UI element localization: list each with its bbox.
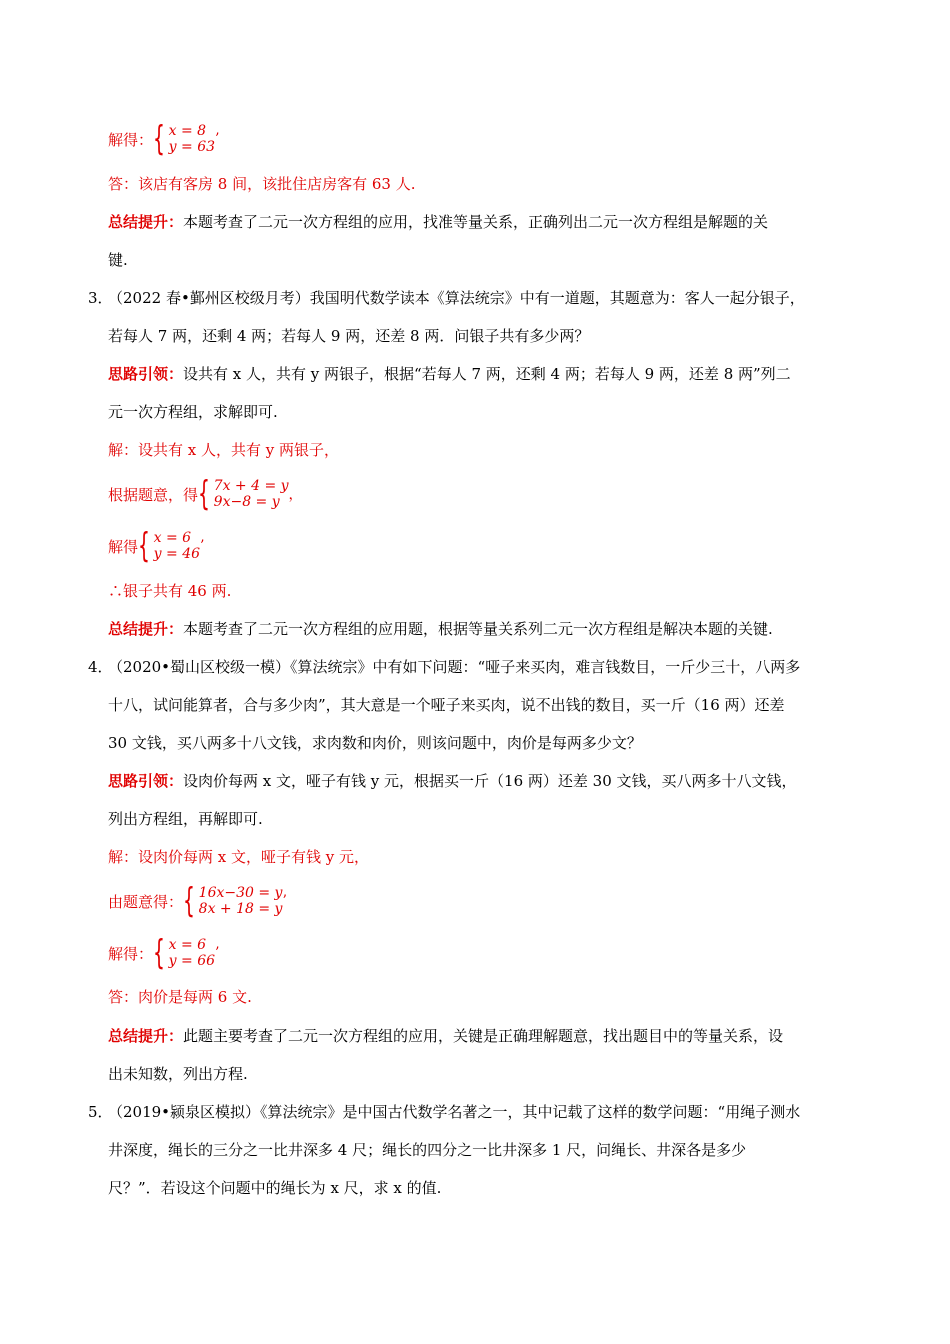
p4-setup-eq1: 16x−30 = y bbox=[198, 885, 283, 901]
p4-question-line3: 30 文钱，买八两多十八文钱，求肉数和肉价，则该问题中，肉价是每两多少文？ bbox=[108, 734, 642, 752]
p4-solution-system bbox=[108, 933, 220, 973]
p3-hint-text: 设共有 x 人，共有 y 两银子，根据“若每人 7 两，还剩 4 两；若每人 9 两，还差 8 两”列二 bbox=[183, 365, 791, 383]
p2-summary-cont: 键. bbox=[108, 251, 128, 269]
p2-answer: 答：该店有客房 8 间，该批住店房客有 63 人. bbox=[108, 175, 416, 193]
p3-setup-label: 根据题意，得 bbox=[108, 485, 199, 504]
left-brace-icon: { bbox=[138, 526, 150, 566]
p4-setup-system bbox=[108, 881, 287, 921]
p4-answer: 答：肉价是每两 6 文. bbox=[108, 988, 252, 1006]
p3-number: 3． bbox=[88, 289, 113, 307]
p3-setup-system bbox=[108, 474, 303, 514]
p4-setup-eq2: 8x + 18 = y bbox=[198, 901, 283, 917]
p2-summary bbox=[108, 211, 868, 233]
p2-solution-label: 解得： bbox=[108, 130, 154, 149]
p3-solution-equations bbox=[154, 530, 200, 562]
p3-conclusion: ∴银子共有 46 两. bbox=[108, 582, 232, 600]
p2-solution-equations bbox=[169, 123, 215, 155]
left-brace-icon: { bbox=[153, 933, 165, 973]
p4-solution-label: 解得： bbox=[108, 944, 154, 963]
p3-summary-label: 总结提升： bbox=[108, 620, 184, 638]
p4-number: 4． bbox=[88, 658, 113, 676]
p5-number: 5． bbox=[88, 1103, 113, 1121]
p4-question-line1: （2020•蜀山区校级一模）《算法统宗》中有如下问题：“哑子来买肉，难言钱数目，一斤少三十，八两多 bbox=[108, 658, 801, 676]
p3-setup-equations bbox=[214, 478, 289, 510]
p3-question-line2: 若每人 7 两，还剩 4 两；若每人 9 两，还差 8 两．问银子共有多少两？ bbox=[108, 327, 590, 345]
p4-question-line2: 十八，试问能算者，合与多少肉”，其大意是一个哑子来买肉，说不出钱的数目，买一斤（16 两）还差 bbox=[108, 696, 785, 714]
p4-setup-tail: ’ bbox=[282, 893, 287, 909]
p3-question-line1: （2022 春•鄞州区校级月考）我国明代数学读本《算法统宗》中有一道题，其题意为：客人一起分银子， bbox=[108, 289, 805, 307]
p4-hint-cont: 列出方程组，再解即可. bbox=[108, 810, 263, 828]
p3-solution-intro: 解：设共有 x 人，共有 y 两银子， bbox=[108, 441, 340, 459]
p4-solution-eq1: x = 6 bbox=[168, 937, 207, 953]
p3-setup-eq1: 7x + 4 = y bbox=[213, 478, 289, 494]
p4-hint-text: 设肉价每两 x 文，哑子有钱 y 元，根据买一斤（16 两）还差 30 文钱，买八两多十八文钱， bbox=[183, 772, 797, 790]
p3-summary bbox=[108, 618, 868, 640]
p3-solution-eq1: x = 6 bbox=[153, 530, 192, 546]
p4-summary-label: 总结提升： bbox=[108, 1027, 184, 1045]
left-brace-icon: { bbox=[198, 474, 210, 514]
p2-summary-label: 总结提升： bbox=[108, 213, 184, 231]
p4-solution-tail: ’ bbox=[215, 945, 220, 961]
p4-setup-label: 由题意得： bbox=[108, 892, 184, 911]
p4-setup-equations bbox=[199, 885, 283, 917]
p4-summary-cont: 出未知数，列出方程. bbox=[108, 1065, 248, 1083]
p2-solution-eq1: x = 8 bbox=[168, 123, 207, 139]
p3-solution-tail: ’ bbox=[200, 538, 205, 554]
left-brace-icon: { bbox=[153, 119, 165, 159]
p3-solution-eq2: y = 46 bbox=[153, 546, 201, 562]
p2-solution-eq2: y = 63 bbox=[168, 139, 216, 155]
p2-summary-text: 本题考查了二元一次方程组的应用，找准等量关系，正确列出二元一次方程组是解题的关 bbox=[183, 213, 769, 231]
p5-question-line3: 尺？”．若设这个问题中的绳长为 x 尺，求 x 的值. bbox=[108, 1179, 442, 1197]
p4-solution-eq2: y = 66 bbox=[168, 953, 216, 969]
p5-question-line2: 井深度，绳长的三分之一比井深多 4 尺；绳长的四分之一比井深多 1 尺，问绳长、井深各是多少 bbox=[108, 1141, 747, 1159]
p3-solution-system bbox=[108, 526, 205, 566]
p3-hint-label: 思路引领： bbox=[108, 365, 184, 383]
p3-setup-eq2: 9x−8 = y bbox=[213, 494, 280, 510]
p4-summary-text: 此题主要考查了二元一次方程组的应用，关键是正确理解题意，找出题目中的等量关系，设 bbox=[183, 1027, 784, 1045]
p3-hint-cont: 元一次方程组，求解即可. bbox=[108, 403, 278, 421]
p3-solution-label: 解得 bbox=[108, 537, 139, 556]
p4-solution-intro: 解：设肉价每两 x 文，哑子有钱 y 元， bbox=[108, 848, 370, 866]
p3-summary-text: 本题考查了二元一次方程组的应用题，根据等量关系列二元一次方程组是解决本题的关键. bbox=[183, 620, 773, 638]
p4-summary bbox=[108, 1025, 868, 1047]
p2-solution-system bbox=[108, 119, 220, 159]
p4-solution-equations bbox=[169, 937, 215, 969]
p3-hint bbox=[108, 363, 868, 385]
p4-hint-label: 思路引领： bbox=[108, 772, 184, 790]
left-brace-icon: { bbox=[183, 881, 195, 921]
p2-solution-tail: ’ bbox=[215, 131, 220, 147]
p5-question-line1: （2019•颍泉区模拟）《算法统宗》是中国古代数学名著之一，其中记载了这样的数学问题：“用绳子测水 bbox=[108, 1103, 801, 1121]
p4-hint bbox=[108, 770, 868, 792]
p3-setup-tail: ， bbox=[288, 487, 303, 503]
